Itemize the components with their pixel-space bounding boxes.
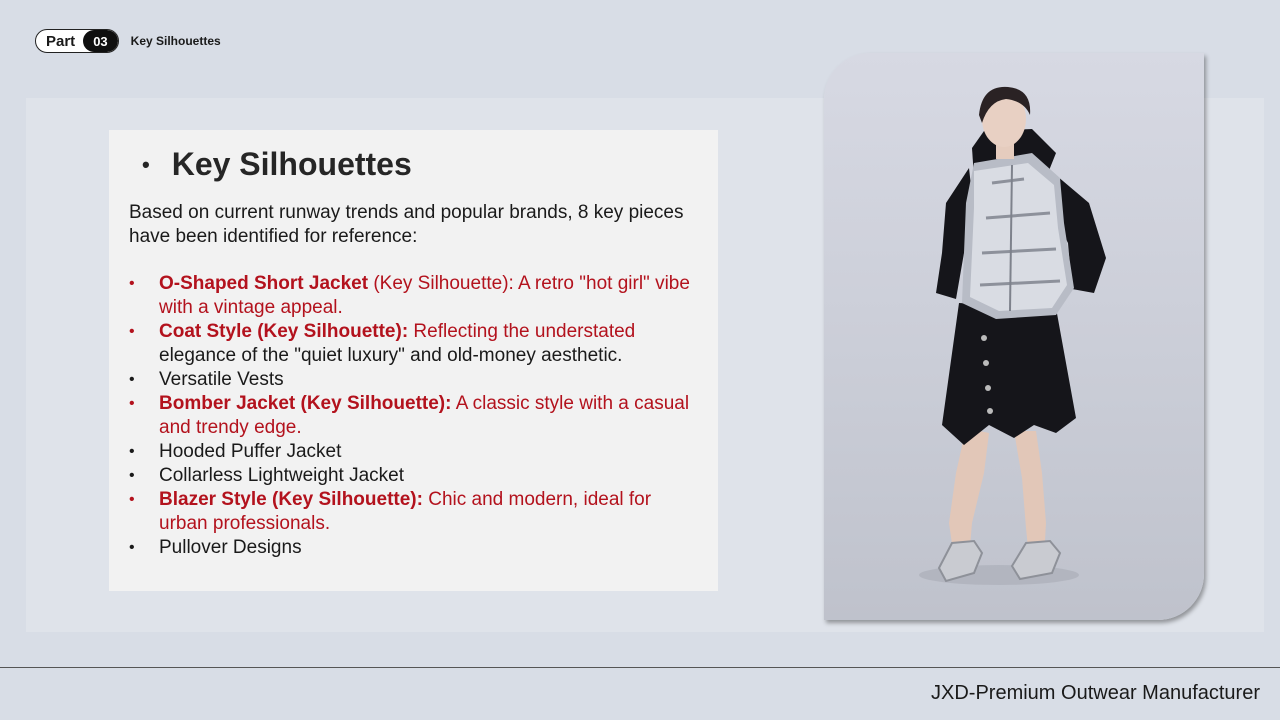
section-tag [35, 29, 221, 53]
section-label: Key Silhouettes [130, 34, 221, 48]
heading-bullet: • [142, 151, 150, 177]
part-label: Part [46, 32, 76, 50]
item-description-continued: elegance of the "quiet luxury" and old-money aesthetic. [159, 345, 623, 366]
item-description: Chic and modern, ideal for urban professionals. [159, 489, 652, 534]
list-item [129, 272, 699, 320]
list-item: • Collarless Lightweight Jacket [129, 464, 699, 488]
slide-heading [142, 146, 412, 183]
list-item [129, 320, 699, 368]
list-item [129, 392, 699, 440]
part-number: 03 [83, 30, 117, 52]
item-title: Coat Style (Key Silhouette): [159, 321, 409, 342]
intro-text: Based on current runway trends and popular brands, 8 key pieces have been identified for reference: [129, 202, 684, 247]
item-title: Bomber Jacket (Key Silhouette): [159, 393, 452, 414]
silhouette-list [129, 272, 699, 560]
item-description: A classic style with a casual and trendy edge. [159, 393, 690, 438]
part-pill [35, 29, 119, 53]
item-description: (Key Silhouette): A retro "hot girl" vibe with a vintage appeal. [159, 273, 690, 318]
footer-divider [0, 667, 1280, 668]
footer-company: JXD-Premium Outwear Manufacturer [931, 682, 1260, 704]
list-item: • Versatile Vests [129, 368, 699, 392]
item-description: Reflecting the understated [408, 321, 636, 342]
text-card [109, 130, 718, 591]
item-title: O-Shaped Short Jacket [159, 273, 369, 294]
model-illustration [824, 53, 1204, 620]
list-item: • Pullover Designs [129, 536, 699, 560]
model-photo [824, 53, 1204, 620]
heading-text: Key Silhouettes [171, 146, 412, 182]
list-item [129, 488, 699, 536]
item-title: Blazer Style (Key Silhouette): [159, 489, 423, 510]
list-item: • Hooded Puffer Jacket [129, 440, 699, 464]
